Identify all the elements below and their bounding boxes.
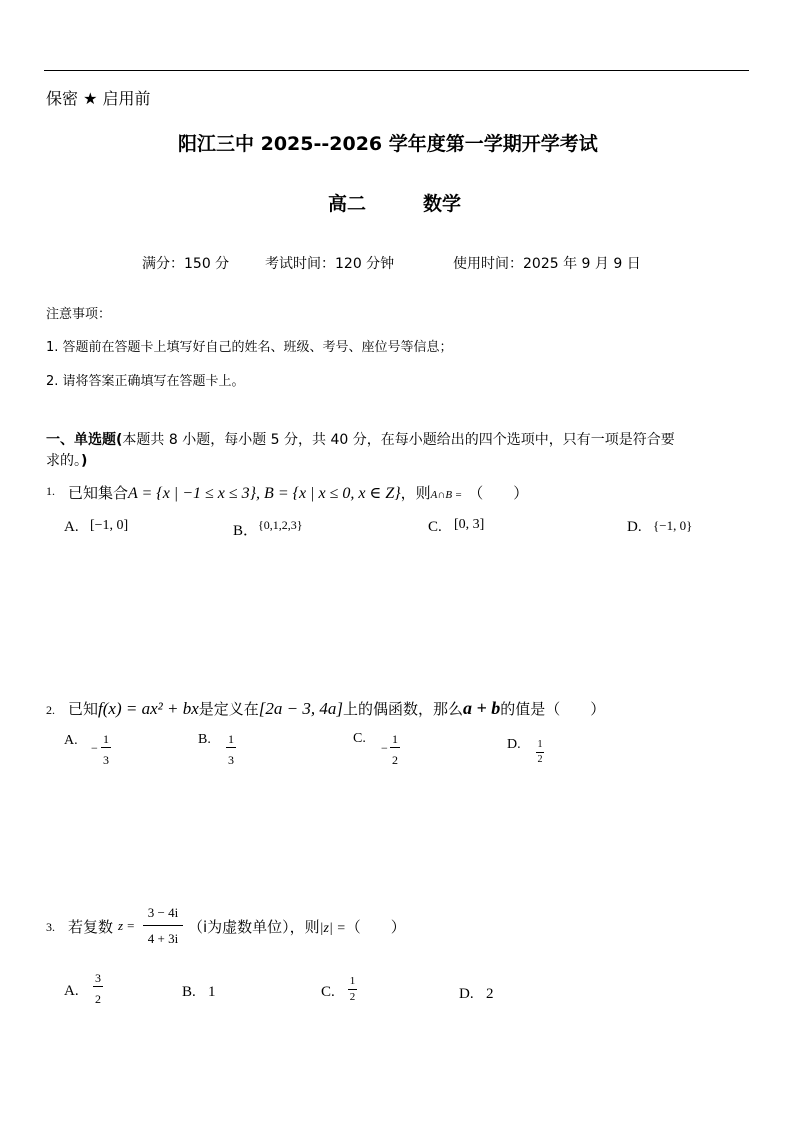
q2-option-d-fraction-bar [536, 752, 544, 753]
section-1-title: 一、单选题 [46, 432, 116, 448]
q2-option-b-denominator: 3 [228, 753, 234, 767]
q1-number: 1. [46, 484, 55, 498]
q1-option-d-label: D. [627, 519, 642, 535]
q2-option-c-fraction [390, 733, 400, 766]
q2-option-d-label: D. [507, 737, 521, 752]
q2-option-a-numerator: 1 [103, 732, 109, 746]
q1-blank: （ ） [468, 484, 529, 502]
q2-function: f(x) = ax² + bx [98, 699, 199, 718]
q3-option-c-label: C. [321, 984, 335, 1000]
q1-stem [68, 482, 528, 503]
q3-denominator: 4 + 3i [147, 931, 179, 946]
q1-prefix: 已知集合 [68, 484, 129, 502]
section-1-paren-close: ) [81, 453, 88, 469]
q2-option-d-fraction [536, 740, 544, 765]
q2-option-a-label: A. [64, 733, 78, 748]
q2-mid: 是定义在 [198, 700, 259, 718]
q2-option-c-denominator: 2 [392, 753, 398, 767]
confidential-label: 保密 ★ 启用前 [46, 89, 151, 108]
q2-option-b-numerator: 1 [228, 732, 234, 746]
notes-heading: 注意事项： [46, 307, 112, 322]
q2-option-b-label: B. [198, 732, 211, 747]
q3-option-c-fraction [348, 976, 357, 1003]
q1-sets: A = {x | −1 ≤ x ≤ 3}, B = {x | x ≤ 0, x ∈ Z} [128, 485, 401, 502]
grade-label: 高二 [328, 193, 367, 215]
q2-option-d-denominator: 2 [537, 754, 543, 765]
q2-stem [68, 698, 605, 719]
q3-fraction [143, 906, 183, 945]
q3-option-d-value: 2 [486, 986, 494, 1002]
q3-blank: （ ） [345, 918, 406, 936]
q3-option-a-fraction-bar [93, 986, 103, 987]
q1-intersection: A∩B = [430, 489, 463, 501]
q3-option-c-fraction-bar [348, 989, 357, 990]
subject-label: 数学 [423, 193, 462, 215]
q3-number: 3. [46, 920, 55, 934]
q3-abs: |z| = [319, 921, 346, 936]
q3-z-eq: z = [118, 918, 136, 933]
q3-fraction-bar [143, 925, 183, 926]
q1-option-a-label: A. [64, 519, 79, 535]
q2-option-d-numerator: 1 [537, 739, 543, 750]
q3-option-b-label: B. [182, 984, 196, 1000]
q3-prefix: 若复数 [68, 918, 114, 936]
q1-option-c-label: C. [428, 519, 442, 535]
q2-mid-2: 上的偶函数，那么 [342, 700, 463, 718]
q2-option-b-fraction-bar [226, 747, 236, 748]
q3-option-a-numerator: 3 [95, 971, 101, 985]
section-1-desc-2: 求的。 [46, 453, 81, 469]
q2-expr: a + b [462, 698, 501, 718]
q3-stem-rest [188, 916, 406, 937]
q2-option-a-fraction [101, 733, 111, 766]
q2-option-a-denominator: 3 [103, 753, 109, 767]
q3-option-c-numerator: 1 [349, 975, 356, 987]
q3-option-a-label: A. [64, 983, 79, 999]
section-1-heading [46, 429, 675, 449]
q2-number: 2. [46, 703, 55, 717]
q1-option-b-label: B． [233, 523, 259, 539]
use-time: 使用时间：2025 年 9 月 9 日 [453, 256, 641, 272]
section-1-line-2 [46, 450, 87, 470]
q3-option-c-denominator: 2 [349, 991, 356, 1003]
header-rule [44, 70, 749, 71]
q1-option-a-value: [−1, 0] [90, 518, 129, 533]
q2-suffix: 的值是（ ） [500, 700, 606, 718]
q1-then: ，则 [400, 484, 431, 502]
q1-option-d-value: {−1, 0} [653, 518, 693, 533]
q2-option-c-minus: − [381, 741, 388, 755]
q2-option-c-label: C. [353, 731, 366, 746]
q3-option-a-denominator: 2 [95, 992, 101, 1006]
exam-time: 考试时间：120 分钟 [265, 256, 395, 272]
q3-option-b-value: 1 [208, 984, 216, 1000]
q2-option-b-fraction [226, 733, 236, 766]
q3-option-d-label: D. [459, 986, 474, 1002]
q2-option-a-fraction-bar [101, 747, 111, 748]
full-score: 满分：150 分 [142, 256, 230, 272]
section-1-paren-open: ( [116, 432, 123, 448]
q1-option-b-value: {0,1,2,3} [258, 518, 303, 532]
q3-option-a-fraction [93, 972, 103, 1005]
notes-item-1: 1. 答题前在答题卡上填写好自己的姓名、班级、考号、座位号等信息； [46, 340, 453, 355]
q3-numerator: 3 − 4i [147, 905, 179, 920]
section-1-desc-1: 本题共 8 小题，每小题 5 分，共 40 分，在每小题给出的四个选项中，只有一项是符合要 [122, 432, 675, 448]
q3-note: （i为虚数单位），则 [188, 918, 320, 936]
q2-option-c-fraction-bar [390, 747, 400, 748]
q2-option-c-numerator: 1 [392, 732, 398, 746]
notes-item-2: 2. 请将答案正确填写在答题卡上。 [46, 374, 245, 389]
q2-prefix: 已知 [68, 700, 99, 718]
q2-interval: [2a − 3, 4a] [258, 699, 343, 718]
q1-option-c-value: [0, 3] [454, 517, 485, 532]
q2-option-a-minus: − [91, 741, 98, 755]
exam-title: 阳江三中 2025--2026 学年度第一学期开学考试 [178, 133, 598, 155]
